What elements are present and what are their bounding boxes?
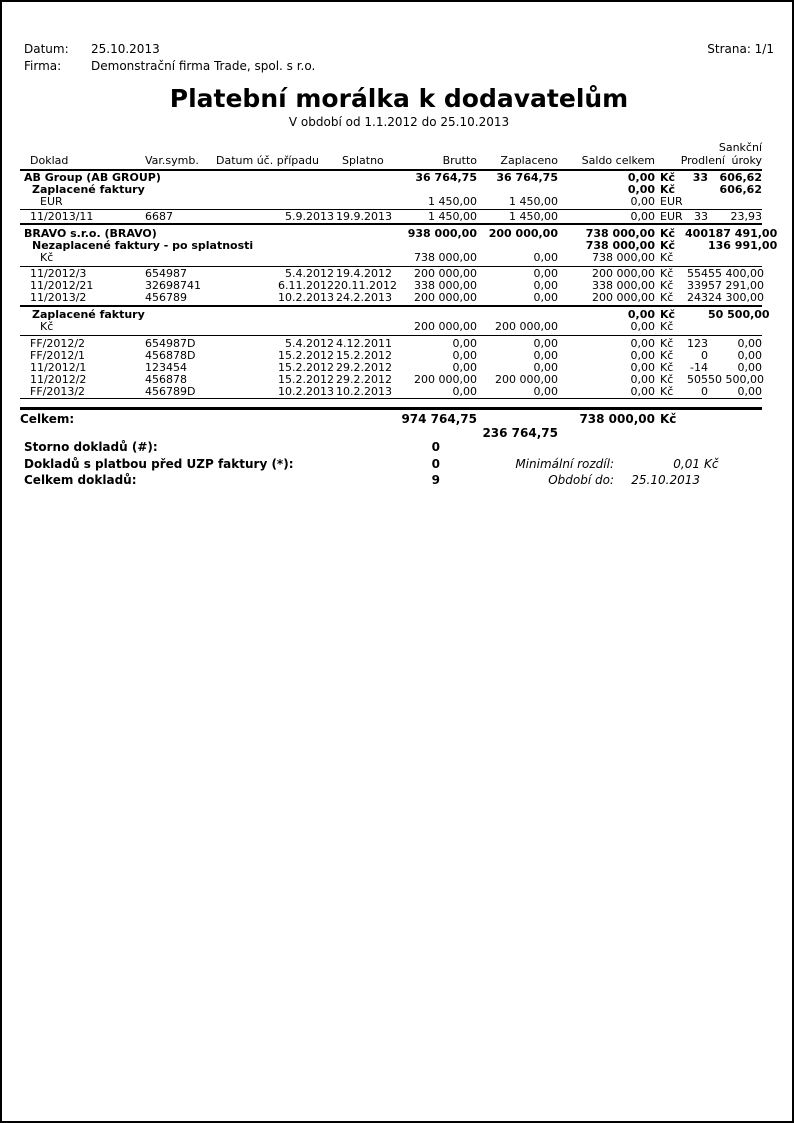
- cell-saldo: 0,00: [630, 337, 655, 350]
- column-header-uroky: úroky: [731, 154, 762, 167]
- firm-value: Demonstrační firma Trade, spol. s r.o.: [91, 59, 316, 73]
- cell-label: BRAVO s.r.o. (BRAVO): [24, 227, 157, 240]
- cell-doklad: 11/2012/3: [30, 267, 87, 280]
- cell-prodleni: [682, 309, 708, 321]
- cell-saldo: 0,00: [630, 361, 655, 374]
- cell-label: Nezaplacené faktury - po splatnosti: [32, 239, 254, 252]
- cell-uroky: [708, 252, 762, 264]
- cell-saldo: 0,00: [630, 385, 655, 398]
- column-header-brutto: Brutto: [442, 154, 477, 167]
- cell-splatno: 24.2.2013: [336, 291, 392, 304]
- cell-splatno: 10.2.2013: [336, 385, 392, 398]
- page-title: Platební morálka k dodavatelům: [169, 84, 629, 113]
- cell-zaplaceno: 200 000,00: [495, 320, 558, 333]
- cell-zaplaceno: 0,00: [533, 251, 558, 264]
- cell-saldo: 0,00: [627, 308, 655, 321]
- cell-label: AB Group (AB GROUP): [24, 171, 161, 184]
- horizontal-rule: [20, 305, 762, 307]
- cell-datum: 10.2.2013: [278, 291, 334, 304]
- cell-doklad: 11/2013/2: [30, 291, 87, 304]
- cell-saldo: 200 000,00: [592, 291, 655, 304]
- cell-zaplaceno: 0,00: [533, 361, 558, 374]
- cell-varsymb: 654987: [145, 267, 187, 280]
- cell-saldo: 0,00: [627, 183, 655, 196]
- cell-zaplaceno: 200 000,00: [495, 373, 558, 386]
- totals-zaplaceno: [477, 413, 558, 427]
- summary-note-value: 25.10.2013: [631, 473, 700, 487]
- cell-zaplaceno: 1 450,00: [509, 210, 558, 223]
- horizontal-rule: [20, 398, 762, 399]
- cell-prodleni: [682, 252, 708, 264]
- cell-datum: 15.2.2012: [278, 373, 334, 386]
- cell-datum: 15.2.2012: [278, 361, 334, 374]
- cell-zaplaceno: 200 000,00: [488, 227, 558, 240]
- horizontal-rule: [20, 335, 762, 336]
- table-row: [20, 321, 762, 333]
- horizontal-rule: [20, 223, 762, 225]
- cell-varsymb: 456878: [145, 373, 187, 386]
- cell-currency: Kč: [660, 320, 674, 333]
- column-header-varsymb: Var.symb.: [145, 154, 199, 167]
- cell-currency: Kč: [660, 385, 674, 398]
- cell-brutto: 738 000,00: [414, 251, 477, 264]
- cell-currency: Kč: [660, 251, 674, 264]
- cell-zaplaceno: 0,00: [533, 279, 558, 292]
- totals-brutto: 974 764,75: [401, 412, 477, 426]
- summary-note-currency: Kč: [704, 457, 719, 471]
- cell-saldo: 0,00: [630, 373, 655, 386]
- cell-currency: Kč: [660, 227, 676, 240]
- cell-datum: 15.2.2012: [278, 349, 334, 362]
- cell-zaplaceno: 0,00: [533, 349, 558, 362]
- cell-varsymb: 456789D: [145, 385, 196, 398]
- cell-brutto: 36 764,75: [415, 171, 477, 184]
- cell-currency: Kč: [660, 291, 674, 304]
- table-header-row: [20, 155, 762, 167]
- summary-value: 0: [431, 457, 440, 471]
- cell-doklad: 11/2013/11: [30, 210, 94, 223]
- cell-saldo: 200 000,00: [592, 267, 655, 280]
- date-label: Datum:: [24, 42, 69, 56]
- cell-saldo: 0,00: [627, 171, 655, 184]
- cell-currency: Kč: [660, 183, 676, 196]
- cell-zaplaceno: 0,00: [533, 267, 558, 280]
- cell-brutto: 0,00: [452, 337, 477, 350]
- cell-brutto: 200 000,00: [414, 320, 477, 333]
- cell-zaplaceno: 0,00: [533, 337, 558, 350]
- cell-prodleni: [682, 240, 708, 252]
- cell-uroky: [708, 196, 762, 208]
- cell-zaplaceno: 36 764,75: [496, 171, 558, 184]
- cell-datum: 10.2.2013: [278, 385, 334, 398]
- summary-value: 9: [431, 473, 440, 487]
- cell-saldo: 0,00: [630, 349, 655, 362]
- cell-splatno: 20.11.2012: [334, 279, 397, 292]
- cell-varsymb: 456789: [145, 291, 187, 304]
- cell-currency: Kč: [660, 373, 674, 386]
- cell-splatno: 19.9.2013: [336, 210, 392, 223]
- cell-currency: Kč: [660, 171, 676, 184]
- cell-prodleni: [682, 196, 708, 208]
- cell-uroky: 136 991,00: [708, 239, 778, 252]
- cell-label: Zaplacené faktury: [32, 183, 145, 196]
- cell-splatno: 19.4.2012: [336, 267, 392, 280]
- cell-varsymb: 6687: [145, 210, 173, 223]
- summary-label: Dokladů s platbou před UZP faktury (*):: [24, 457, 294, 471]
- cell-prodleni: [682, 184, 708, 196]
- cell-saldo: 738 000,00: [585, 239, 655, 252]
- cell-saldo: 338 000,00: [592, 279, 655, 292]
- cell-currency: Kč: [660, 239, 676, 252]
- cell-prodleni: [682, 321, 708, 333]
- cell-saldo: 738 000,00: [592, 251, 655, 264]
- cell-uroky: 50 500,00: [708, 373, 764, 386]
- summary-label: Storno dokladů (#):: [24, 440, 158, 454]
- cell-saldo: 0,00: [630, 195, 655, 208]
- table-row: [20, 196, 762, 208]
- column-header-splatno: Splatno: [342, 154, 384, 167]
- cell-prodleni: 400: [685, 227, 708, 240]
- cell-uroky: 23,93: [730, 210, 762, 223]
- cell-prodleni: -14: [690, 361, 708, 374]
- column-header-prodleni: Prodlení: [680, 154, 725, 167]
- cell-brutto: 200 000,00: [414, 373, 477, 386]
- cell-uroky: 0,00: [737, 337, 762, 350]
- cell-currency: Kč: [660, 308, 676, 321]
- cell-varsymb: 654987D: [145, 337, 196, 350]
- summary-note-value: 0,01: [673, 457, 700, 471]
- cell-zaplaceno: 0,00: [533, 291, 558, 304]
- cell-currency: Kč: [660, 337, 674, 350]
- cell-brutto: 338 000,00: [414, 279, 477, 292]
- table-row: [20, 292, 762, 304]
- cell-brutto: 200 000,00: [414, 291, 477, 304]
- cell-prodleni: 339: [687, 279, 708, 292]
- cell-prodleni: 554: [687, 267, 708, 280]
- cell-zaplaceno: 0,00: [533, 385, 558, 398]
- summary-value: 0: [431, 440, 440, 454]
- summary-row: [2, 458, 794, 473]
- cell-brutto: 938 000,00: [407, 227, 477, 240]
- cell-uroky: 606,62: [719, 171, 762, 184]
- cell-brutto: 1 450,00: [428, 195, 477, 208]
- cell-brutto: 0,00: [452, 361, 477, 374]
- cell-uroky: 0,00: [737, 349, 762, 362]
- cell-currency: Kč: [660, 361, 674, 374]
- cell-brutto: 0,00: [452, 385, 477, 398]
- cell-uroky: 50 500,00: [708, 308, 770, 321]
- cell-doklad: FF/2012/1: [30, 349, 86, 362]
- cell-prodleni: 33: [692, 171, 708, 184]
- cell-doklad: FF/2013/2: [30, 385, 86, 398]
- table-row: [20, 211, 762, 223]
- cell-prodleni: 123: [687, 337, 708, 350]
- firm-label: Firma:: [24, 59, 62, 73]
- cell-varsymb: 456878D: [145, 349, 196, 362]
- cell-doklad: 11/2012/1: [30, 361, 87, 374]
- summary-row: [2, 441, 794, 456]
- summary-note-label: Období do:: [548, 473, 614, 487]
- cell-uroky: 187 491,00: [708, 227, 778, 240]
- column-header-saldo: Saldo celkem: [581, 154, 655, 167]
- cell-currency: Kč: [660, 349, 674, 362]
- summary-note-label: Minimální rozdíl:: [515, 457, 614, 471]
- cell-currency: Kč: [660, 267, 674, 280]
- cell-uroky: [708, 321, 762, 333]
- cell-varsymb: 123454: [145, 361, 187, 374]
- cell-uroky: 57 291,00: [708, 279, 764, 292]
- cell-datum: 6.11.2012: [278, 279, 334, 292]
- cell-splatno: 15.2.2012: [336, 349, 392, 362]
- cell-currency: EUR: [660, 195, 683, 208]
- cell-datum: 5.4.2012: [285, 337, 334, 350]
- cell-splatno: 29.2.2012: [336, 373, 392, 386]
- summary-row: [2, 474, 794, 489]
- cell-datum: 5.4.2012: [285, 267, 334, 280]
- page-subtitle: V období od 1.1.2012 do 25.10.2013: [288, 115, 510, 129]
- table-row: [20, 252, 762, 264]
- cell-doklad: 11/2012/21: [30, 279, 94, 292]
- totals-currency: Kč: [660, 412, 677, 426]
- cell-saldo: 738 000,00: [585, 227, 655, 240]
- cell-uroky: 0,00: [737, 361, 762, 374]
- cell-varsymb: 32698741: [145, 279, 201, 292]
- column-header-doklad: Doklad: [30, 154, 69, 167]
- cell-uroky: 0,00: [737, 385, 762, 398]
- date-value: 25.10.2013: [91, 42, 160, 56]
- cell-datum: 5.9.2013: [285, 210, 334, 223]
- table-row: [20, 386, 762, 398]
- cell-brutto: 1 450,00: [428, 210, 477, 223]
- totals-label: Celkem:: [20, 412, 75, 426]
- totals-row-2: [20, 427, 762, 441]
- cell-prodleni: 0: [701, 385, 708, 398]
- cell-prodleni: 505: [687, 373, 708, 386]
- cell-doklad: 11/2012/2: [30, 373, 87, 386]
- cell-brutto: 200 000,00: [414, 267, 477, 280]
- cell-label: Kč: [40, 320, 54, 333]
- column-header-sankcni: Sankční: [718, 141, 762, 154]
- cell-uroky: 606,62: [719, 183, 762, 196]
- totals-saldo: 738 000,00: [579, 412, 655, 426]
- cell-uroky: 24 300,00: [708, 291, 764, 304]
- cell-uroky: 55 400,00: [708, 267, 764, 280]
- cell-prodleni: 243: [687, 291, 708, 304]
- cell-label: EUR: [40, 195, 63, 208]
- summary-label: Celkem dokladů:: [24, 473, 137, 487]
- totals-row: [20, 413, 762, 427]
- cell-brutto: 0,00: [452, 349, 477, 362]
- cell-zaplaceno: 1 450,00: [509, 195, 558, 208]
- column-header-datum: Datum úč. případu: [216, 154, 319, 167]
- cell-label: Zaplacené faktury: [32, 308, 145, 321]
- cell-currency: EUR: [660, 210, 683, 223]
- cell-label: Kč: [40, 251, 54, 264]
- cell-splatno: 4.12.2011: [336, 337, 392, 350]
- totals-zaplaceno-2: 236 764,75: [482, 426, 558, 440]
- cell-prodleni: 33: [694, 210, 708, 223]
- cell-saldo: 0,00: [630, 320, 655, 333]
- cell-saldo: 0,00: [630, 210, 655, 223]
- horizontal-rule: [20, 407, 762, 410]
- column-header-zaplaceno: Zaplaceno: [500, 154, 558, 167]
- cell-splatno: 29.2.2012: [336, 361, 392, 374]
- cell-currency: Kč: [660, 279, 674, 292]
- page-number: Strana: 1/1: [707, 42, 774, 56]
- cell-prodleni: 0: [701, 349, 708, 362]
- cell-doklad: FF/2012/2: [30, 337, 86, 350]
